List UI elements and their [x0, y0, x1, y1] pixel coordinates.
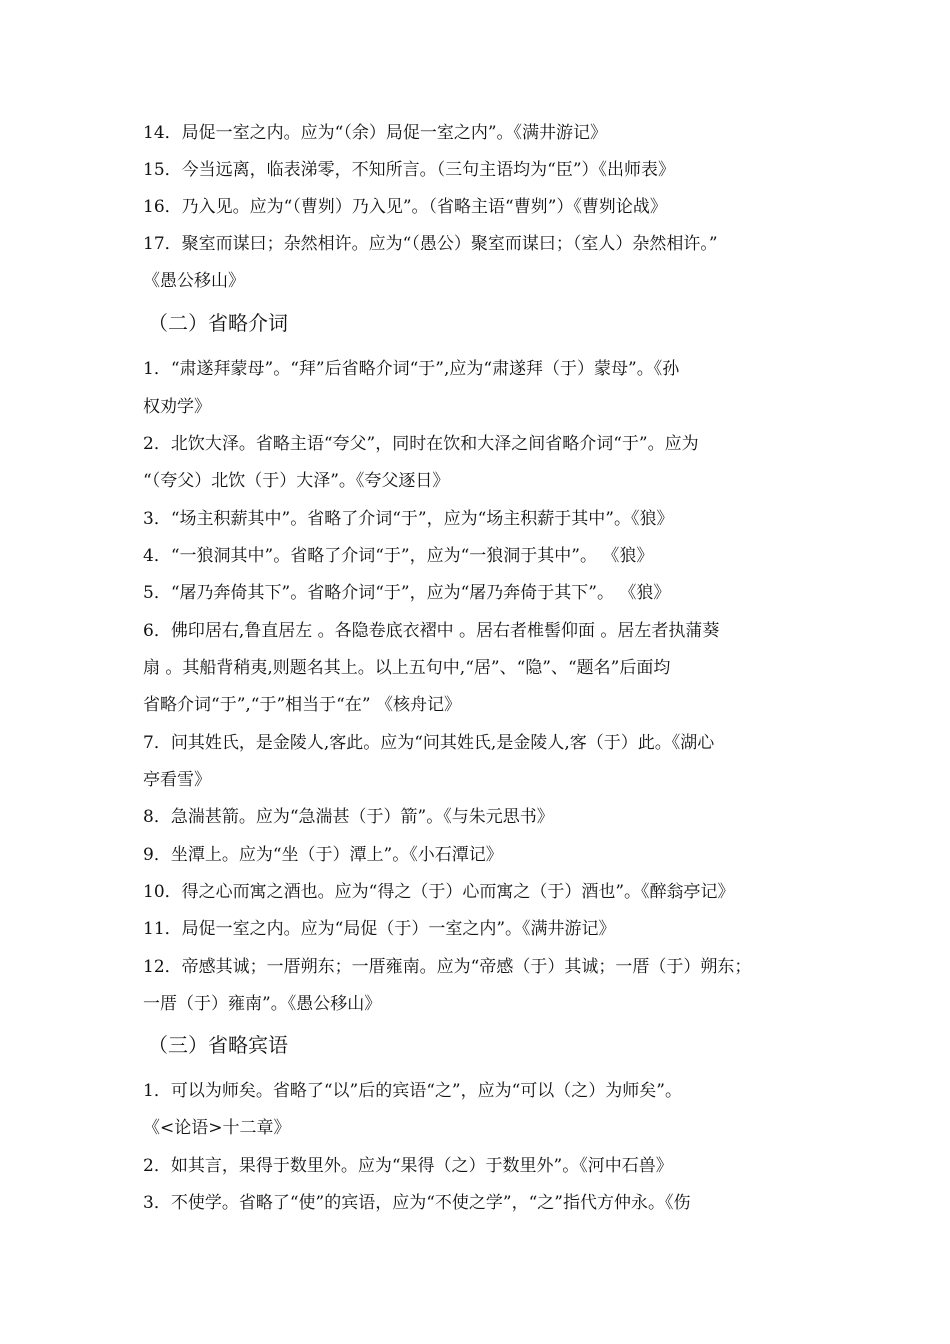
- text-line: 3．“场主积薪其中”。省略了介词“于”，应为“场主积薪于其中”。《狼》: [143, 509, 674, 529]
- text-line: 6．佛印居右,鲁直居左 。各隐卷底衣褶中 。居右者椎髻仰面 。居左者执蒲葵: [143, 621, 720, 641]
- text-line: 2．北饮大泽。省略主语“夸父”，同时在饮和大泽之间省略介词“于”。应为: [143, 434, 699, 454]
- text-line: 16．乃入见。应为“（曹刿）乃入见”。（省略主语“曹刿”）《曹刿论战》: [143, 197, 667, 217]
- text-line: 《愚公移山》: [143, 271, 245, 291]
- text-line: 4．“一狼洞其中”。省略了介词“于”，应为“一狼洞于其中”。 《狼》: [143, 546, 654, 566]
- text-line: 2．如其言，果得于数里外。应为“果得（之）于数里外”。《河中石兽》: [143, 1156, 673, 1176]
- text-line: 9．坐潭上。应为“坐（于）潭上”。《小石潭记》: [143, 845, 503, 865]
- text-line: 《<论语>十二章》: [143, 1118, 291, 1138]
- text-line: 1．可以为师矣。省略了“以”后的宾语“之”，应为“可以（之）为师矣”。: [143, 1081, 682, 1101]
- text-line: 5．“屠乃奔倚其下”。省略介词“于”，应为“屠乃奔倚于其下”。 《狼》: [143, 583, 671, 603]
- text-line: 7．问其姓氏，是金陵人,客此。应为“问其姓氏,是金陵人,客（于）此。《湖心: [143, 733, 715, 753]
- text-line: 12．帝感其诚；一厝朔东；一厝雍南。应为“帝感（于）其诚；一厝（于）朔东；: [143, 957, 752, 977]
- text-line: 10．得之心而寓之酒也。应为“得之（于）心而寓之（于）酒也”。《醉翁亭记》: [143, 882, 735, 902]
- section-heading: （三）省略宾语: [148, 1033, 288, 1057]
- text-line: 14．局促一室之内。应为“（余）局促一室之内”。《满井游记》: [143, 123, 608, 143]
- text-line: 8．急湍甚箭。应为“急湍甚（于）箭”。《与朱元思书》: [143, 807, 554, 827]
- text-line: 扇 。其船背稍夷,则题名其上。以上五句中,“居”、“隐”、“题名”后面均: [143, 658, 671, 678]
- text-line: 17．聚室而谋曰；杂然相许。应为“（愚公）聚室而谋曰；（室人）杂然相许。”: [143, 234, 718, 254]
- text-line: 权劝学》: [143, 397, 211, 417]
- text-line: 省略介词“于”,“于”相当于“在” 《核舟记》: [143, 695, 461, 715]
- section-heading: （二）省略介词: [148, 311, 288, 335]
- text-line: 亭看雪》: [143, 770, 211, 790]
- text-line: 15．今当远离，临表涕零，不知所言。（三句主语均为“臣”）《出师表》: [143, 160, 676, 180]
- text-line: 11．局促一室之内。应为“局促（于）一室之内”。《满井游记》: [143, 919, 616, 939]
- text-line: 3．不使学。省略了“使”的宾语，应为“不使之学”，“之”指代方仲永。《伤: [143, 1193, 691, 1213]
- text-line: 1．“肃遂拜蒙母”。“拜”后省略介词“于”,应为“肃遂拜（于）蒙母”。《孙: [143, 359, 680, 379]
- text-line: “（夸父）北饮（于）大泽”。《夸父逐日》: [143, 471, 450, 491]
- text-line: 一厝（于）雍南”。《愚公移山》: [143, 994, 382, 1014]
